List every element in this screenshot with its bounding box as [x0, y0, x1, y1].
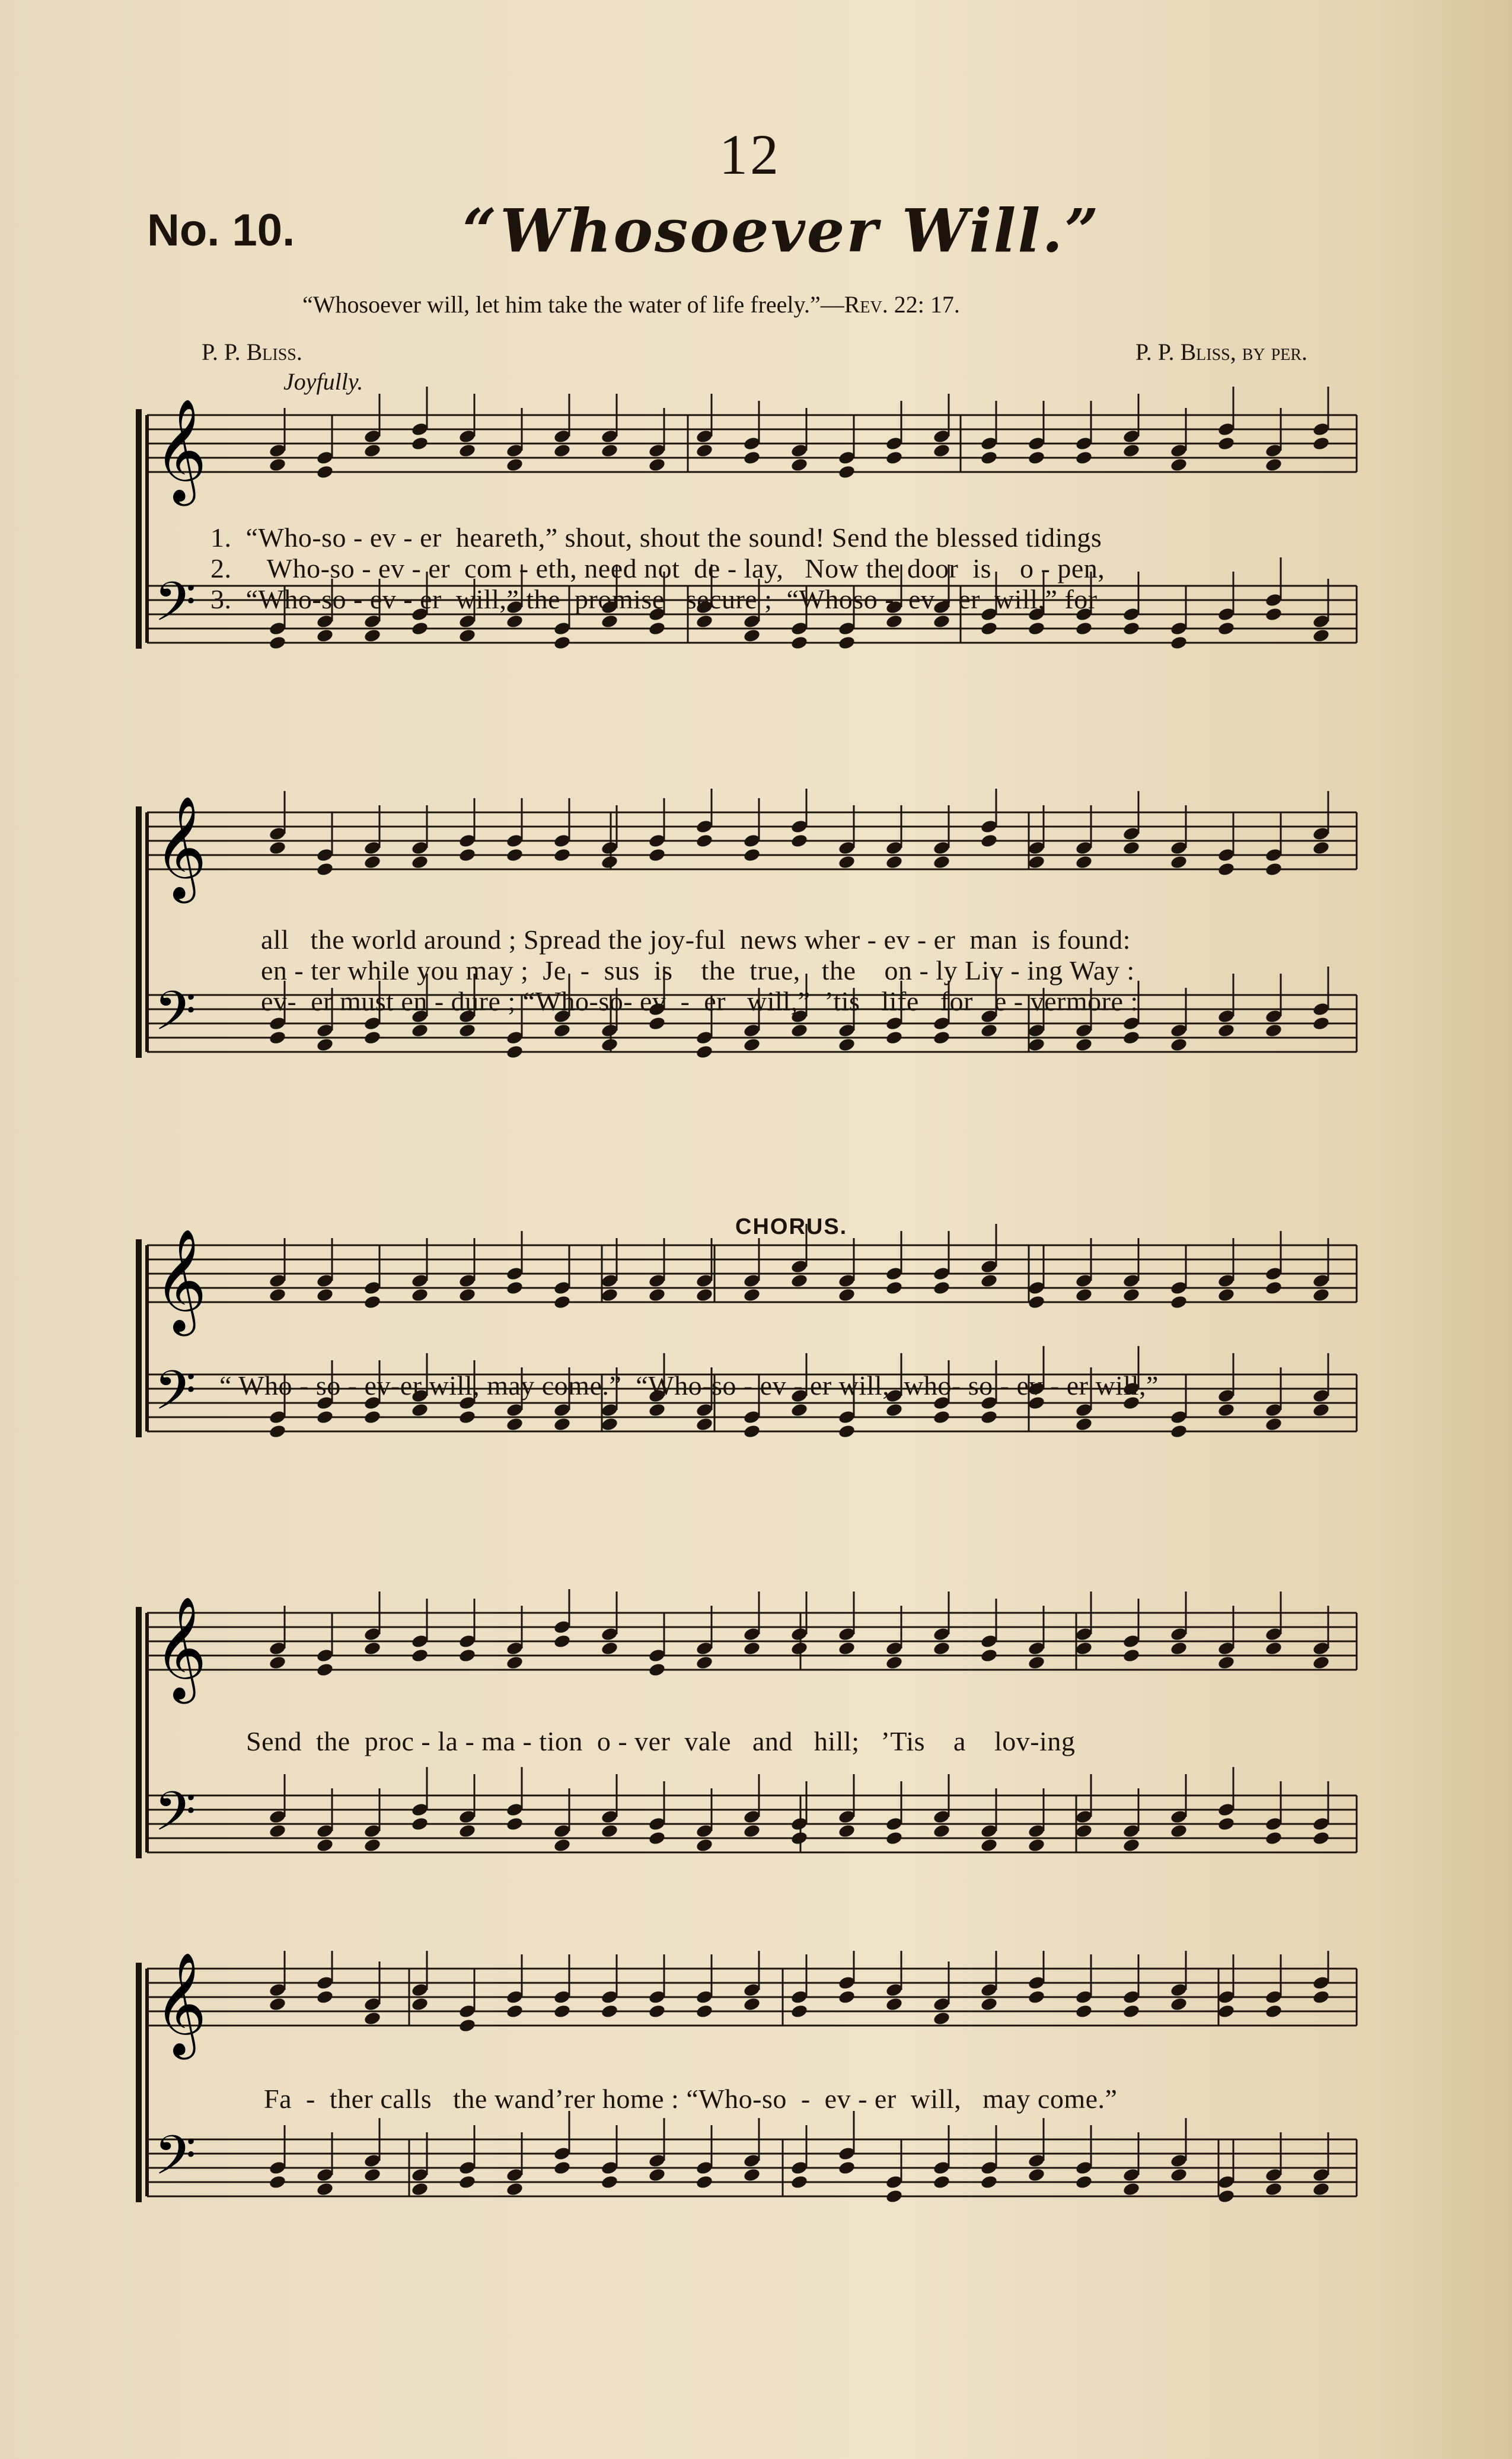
- note-head: [411, 436, 429, 451]
- note-head: [980, 621, 999, 636]
- note-head: [269, 635, 287, 650]
- note-head: [316, 1409, 334, 1425]
- note-head: [980, 833, 999, 849]
- note-head: [980, 1648, 999, 1663]
- note-head: [790, 2004, 809, 2019]
- note-head: [316, 1037, 334, 1053]
- note-head: [838, 1424, 856, 1439]
- note-head: [743, 1996, 761, 2012]
- note-head: [553, 847, 572, 863]
- note-head: [790, 2174, 809, 2190]
- note-head: [269, 1823, 287, 1839]
- note-head: [1170, 1996, 1188, 2012]
- note-head: [790, 1402, 809, 1418]
- note-head: [458, 1287, 477, 1303]
- note-head: [790, 1830, 809, 1846]
- note-head: [269, 1996, 287, 2012]
- note-head: [601, 1823, 619, 1839]
- verse-3-line-1: 3. “Who-so - ev - er will,” the promise secure ; “Whoso - ev - er will,” for: [210, 584, 1098, 614]
- note-head: [980, 1273, 999, 1288]
- note-head: [553, 443, 572, 458]
- note-head: [458, 2018, 477, 2033]
- note-head: [743, 1287, 761, 1303]
- note-head: [885, 614, 904, 629]
- note-head: [1028, 621, 1046, 636]
- note-head: [933, 1280, 951, 1296]
- note-head: [411, 854, 429, 870]
- note-head: [790, 1273, 809, 1288]
- note-head: [980, 1838, 999, 1853]
- note-head: [1312, 436, 1331, 451]
- tempo-marking: Joyfully.: [283, 368, 363, 395]
- note-head: [1075, 2174, 1093, 2190]
- note-head: [506, 2181, 524, 2197]
- bass-clef: 𝄢: [154, 980, 196, 1055]
- note-head: [743, 1424, 761, 1439]
- note-head: [790, 833, 809, 849]
- note-head: [980, 1409, 999, 1425]
- note-head: [1170, 1294, 1188, 1310]
- note-head: [648, 1830, 666, 1846]
- note-head: [933, 2174, 951, 2190]
- note-head: [269, 840, 287, 856]
- note-head: [1170, 1823, 1188, 1839]
- note-head: [1265, 607, 1283, 622]
- chorus-line-1: “ Who - so - ev-er will, may come.” “Who-so - ev - er will, who- so - ev - er will,”: [219, 1370, 1159, 1401]
- note-head: [790, 635, 809, 650]
- note-head: [363, 2011, 382, 2026]
- note-head: [363, 1641, 382, 1656]
- note-head: [743, 2167, 761, 2183]
- note-head: [885, 1655, 904, 1670]
- music-system-4: [0, 1589, 1512, 1957]
- treble-clef: 𝄞: [154, 1229, 207, 1332]
- note-head: [553, 1417, 572, 1432]
- note-head: [316, 628, 334, 643]
- note-head: [1265, 1830, 1283, 1846]
- note-head: [1122, 2181, 1141, 2197]
- note-head: [885, 450, 904, 465]
- note-head: [1122, 621, 1141, 636]
- epigraph-quote: “Whosoever will, let him take the water of life freely.”—: [302, 291, 844, 318]
- note-head: [1028, 1989, 1046, 2005]
- note-head: [1265, 2004, 1283, 2019]
- note-head: [1217, 1287, 1236, 1303]
- note-head: [506, 2004, 524, 2019]
- bass-clef: 𝄢: [154, 570, 196, 646]
- note-head: [648, 457, 666, 473]
- note-head: [1170, 854, 1188, 870]
- epigraph-reference: Rev. 22: 17.: [844, 291, 960, 318]
- note-head: [790, 1023, 809, 1038]
- note-head: [269, 1424, 287, 1439]
- note-head: [553, 1294, 572, 1310]
- note-head: [885, 1402, 904, 1418]
- note-head: [885, 854, 904, 870]
- note-head: [743, 628, 761, 643]
- note-head: [980, 2174, 999, 2190]
- hymn-number: No. 10.: [147, 205, 295, 256]
- note-head: [1312, 1287, 1331, 1303]
- note-head: [506, 457, 524, 473]
- note-head: [933, 1823, 951, 1839]
- note-head: [1075, 450, 1093, 465]
- note-head: [1265, 1023, 1283, 1038]
- note-head: [838, 1641, 856, 1656]
- note-head: [553, 2160, 572, 2176]
- note-head: [933, 443, 951, 458]
- note-head: [1075, 1641, 1093, 1656]
- note-head: [696, 1655, 714, 1670]
- note-head: [553, 1634, 572, 1649]
- note-head: [411, 1402, 429, 1418]
- note-head: [269, 1655, 287, 1670]
- note-head: [696, 1838, 714, 1853]
- note-head: [1075, 621, 1093, 636]
- chorus-line-3: Fa - ther calls the wand’rer home : “Who-so - ev - er will, may come.”: [264, 2084, 1118, 2114]
- note-head: [933, 1030, 951, 1045]
- note-head: [411, 1023, 429, 1038]
- verse-1-line-1: 1. “Who-so - ev - er heareth,” shout, shout the sound! Send the blessed tidings: [210, 522, 1102, 553]
- note-head: [1122, 2004, 1141, 2019]
- note-head: [648, 2167, 666, 2183]
- note-head: [1075, 1037, 1093, 1053]
- note-head: [648, 1402, 666, 1418]
- note-head: [506, 847, 524, 863]
- note-head: [1265, 457, 1283, 473]
- note-head: [1028, 854, 1046, 870]
- note-head: [458, 1023, 477, 1038]
- music-credit: P. P. Bliss, by per.: [1135, 339, 1307, 365]
- note-head: [1312, 1016, 1331, 1031]
- chorus-label: CHORUS.: [735, 1214, 848, 1239]
- note-head: [506, 1417, 524, 1432]
- note-head: [316, 1838, 334, 1853]
- words-credit: P. P. Bliss.: [202, 339, 302, 365]
- note-head: [458, 628, 477, 643]
- note-head: [363, 628, 382, 643]
- note-head: [1122, 1648, 1141, 1663]
- note-head: [1312, 840, 1331, 856]
- bass-notes: [269, 2111, 1331, 2204]
- note-head: [696, 1417, 714, 1432]
- note-head: [458, 2174, 477, 2190]
- treble-clef: 𝄞: [154, 398, 207, 502]
- note-head: [980, 1023, 999, 1038]
- note-head: [363, 1030, 382, 1045]
- note-head: [1312, 1830, 1331, 1846]
- note-head: [601, 1037, 619, 1053]
- note-head: [269, 1030, 287, 1045]
- note-head: [1265, 862, 1283, 877]
- note-head: [411, 1648, 429, 1663]
- verse-1-line-2: all the world around ; Spread the joy-ful news wher - ev - er man is found:: [261, 924, 1131, 955]
- note-head: [1122, 1030, 1141, 1045]
- treble-clef: 𝄞: [154, 1596, 207, 1699]
- note-head: [743, 1037, 761, 1053]
- note-head: [1312, 628, 1331, 643]
- note-head: [1170, 1424, 1188, 1439]
- note-head: [1170, 635, 1188, 650]
- note-head: [980, 1996, 999, 2012]
- note-head: [316, 2181, 334, 2197]
- note-head: [838, 854, 856, 870]
- note-head: [1312, 1989, 1331, 2005]
- note-head: [885, 1030, 904, 1045]
- note-head: [885, 1280, 904, 1296]
- note-head: [458, 1648, 477, 1663]
- note-head: [1265, 1280, 1283, 1296]
- note-head: [553, 1023, 572, 1038]
- note-head: [696, 2004, 714, 2019]
- note-head: [506, 1655, 524, 1670]
- note-head: [790, 1641, 809, 1656]
- note-head: [838, 1037, 856, 1053]
- note-head: [838, 464, 856, 480]
- treble-notes: [269, 1951, 1331, 2033]
- note-head: [838, 1989, 856, 2005]
- note-head: [1217, 2004, 1236, 2019]
- treble-notes: [269, 387, 1331, 480]
- note-head: [1217, 621, 1236, 636]
- note-head: [411, 2181, 429, 2197]
- note-head: [1217, 1023, 1236, 1038]
- page-number: 12: [719, 123, 781, 186]
- note-head: [790, 457, 809, 473]
- note-head: [933, 1409, 951, 1425]
- note-head: [601, 1417, 619, 1432]
- note-head: [885, 1996, 904, 2012]
- note-head: [696, 1044, 714, 1060]
- note-head: [1217, 436, 1236, 451]
- note-head: [269, 1287, 287, 1303]
- note-head: [648, 621, 666, 636]
- bass-clef: 𝄢: [154, 1359, 196, 1435]
- note-head: [363, 854, 382, 870]
- treble-clef: 𝄞: [154, 1952, 207, 2055]
- note-head: [316, 1989, 334, 2005]
- note-head: [1312, 1655, 1331, 1670]
- note-head: [838, 635, 856, 650]
- note-head: [1075, 1823, 1093, 1839]
- note-head: [1265, 2181, 1283, 2197]
- note-head: [1122, 840, 1141, 856]
- epigraph: [302, 291, 960, 318]
- note-head: [458, 847, 477, 863]
- note-head: [1122, 1838, 1141, 1853]
- note-head: [1028, 450, 1046, 465]
- treble-staff: [147, 1613, 1357, 1670]
- note-head: [838, 1823, 856, 1839]
- treble-notes: [269, 1589, 1331, 1677]
- note-head: [1312, 1402, 1331, 1418]
- note-head: [1312, 2181, 1331, 2197]
- note-head: [269, 2174, 287, 2190]
- note-head: [933, 614, 951, 629]
- note-head: [601, 614, 619, 629]
- note-head: [1028, 1294, 1046, 1310]
- note-head: [648, 2004, 666, 2019]
- chorus-line-2: Send the proc - la - ma - tion o - ver vale and hill; ’Tis a lov-ing: [246, 1726, 1076, 1756]
- note-head: [1028, 1838, 1046, 1853]
- note-head: [601, 1641, 619, 1656]
- note-head: [1075, 854, 1093, 870]
- note-head: [1217, 862, 1236, 877]
- note-head: [363, 1409, 382, 1425]
- note-head: [458, 443, 477, 458]
- treble-notes: [269, 789, 1331, 877]
- note-head: [1028, 2167, 1046, 2183]
- music-system-3: [0, 1221, 1512, 1589]
- bass-clef: 𝄢: [154, 1780, 196, 1856]
- note-head: [1170, 1037, 1188, 1053]
- note-head: [648, 1016, 666, 1031]
- note-head: [363, 1294, 382, 1310]
- verse-2-line-1: 2. Who-so - ev - er com - eth, need not de - lay, Now the door is o - pen,: [210, 553, 1105, 583]
- note-head: [1217, 1655, 1236, 1670]
- note-head: [601, 2174, 619, 2190]
- note-head: [316, 862, 334, 877]
- note-head: [1122, 1287, 1141, 1303]
- note-head: [743, 450, 761, 465]
- note-head: [1265, 1641, 1283, 1656]
- note-head: [411, 621, 429, 636]
- note-head: [1217, 1816, 1236, 1832]
- note-head: [316, 1662, 334, 1677]
- note-head: [363, 443, 382, 458]
- note-head: [696, 833, 714, 849]
- treble-notes: [269, 1224, 1331, 1310]
- note-head: [1170, 457, 1188, 473]
- note-head: [838, 1287, 856, 1303]
- note-head: [1028, 1037, 1046, 1053]
- note-head: [743, 1823, 761, 1839]
- note-head: [1122, 443, 1141, 458]
- note-head: [1217, 2189, 1236, 2204]
- note-head: [1075, 2004, 1093, 2019]
- note-head: [696, 614, 714, 629]
- note-head: [1170, 2167, 1188, 2183]
- note-head: [1075, 1417, 1093, 1432]
- note-head: [838, 2160, 856, 2176]
- note-head: [696, 2174, 714, 2190]
- note-head: [316, 464, 334, 480]
- note-head: [1075, 1287, 1093, 1303]
- note-head: [648, 1287, 666, 1303]
- note-head: [553, 1838, 572, 1853]
- note-head: [601, 443, 619, 458]
- note-head: [743, 1641, 761, 1656]
- note-head: [553, 635, 572, 650]
- note-head: [411, 1996, 429, 2012]
- note-head: [601, 1287, 619, 1303]
- note-head: [743, 847, 761, 863]
- note-head: [1217, 1402, 1236, 1418]
- verse-3-line-2: ev- er must en - dure ; “Who-so- ev - er will,” ’tis life for e - vermore :: [261, 986, 1138, 1016]
- note-head: [316, 1287, 334, 1303]
- note-head: [458, 1823, 477, 1839]
- note-head: [363, 2167, 382, 2183]
- note-head: [1028, 1655, 1046, 1670]
- note-head: [506, 614, 524, 629]
- note-head: [885, 2189, 904, 2204]
- note-head: [933, 2011, 951, 2026]
- note-head: [980, 450, 999, 465]
- note-head: [601, 2004, 619, 2019]
- note-head: [411, 1816, 429, 1832]
- bass-clef: 𝄢: [154, 2124, 196, 2200]
- note-head: [933, 1641, 951, 1656]
- note-head: [696, 1287, 714, 1303]
- note-head: [411, 1287, 429, 1303]
- note-head: [553, 2004, 572, 2019]
- hymn-title: “Whosoever Will.”: [462, 196, 1100, 266]
- note-head: [506, 1044, 524, 1060]
- note-head: [1265, 1417, 1283, 1432]
- note-head: [506, 1816, 524, 1832]
- note-head: [506, 1280, 524, 1296]
- verse-2-line-2: en - ter while you may ; Je - sus is the true, the on - ly Liv - ing Way :: [261, 955, 1135, 985]
- note-head: [269, 457, 287, 473]
- note-head: [601, 854, 619, 870]
- note-head: [933, 854, 951, 870]
- note-head: [363, 1838, 382, 1853]
- music-system-5: [0, 1951, 1512, 2318]
- note-head: [885, 1830, 904, 1846]
- note-head: [458, 1409, 477, 1425]
- note-head: [696, 443, 714, 458]
- note-head: [648, 1662, 666, 1677]
- note-head: [1170, 1641, 1188, 1656]
- note-head: [648, 847, 666, 863]
- treble-clef: 𝄞: [154, 796, 207, 899]
